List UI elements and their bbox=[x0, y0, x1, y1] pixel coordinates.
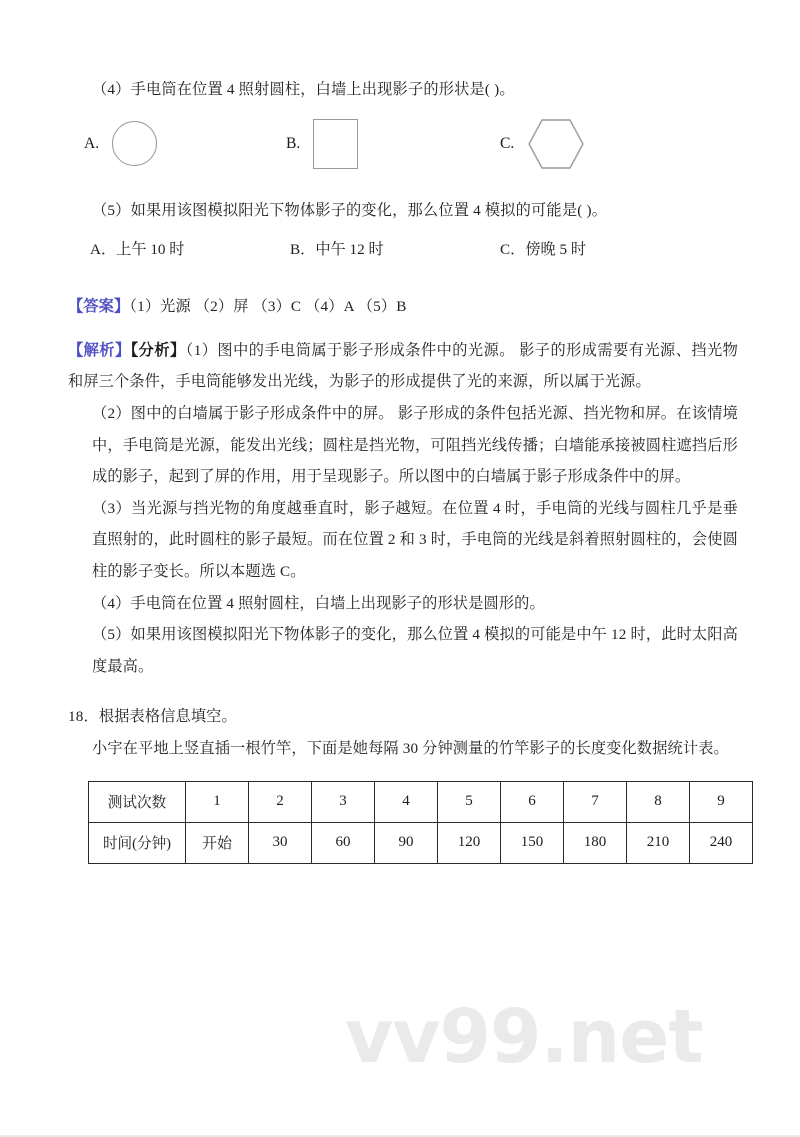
q5-choice-c[interactable]: C．傍晚 5 时 bbox=[500, 241, 587, 259]
question-4-choices bbox=[68, 108, 738, 180]
site-watermark: vv99.net bbox=[345, 994, 703, 1080]
table-row bbox=[89, 822, 753, 863]
answer-line bbox=[68, 291, 738, 323]
question-5-choices bbox=[68, 238, 738, 272]
question-4-prompt: （4）手电筒在位置 4 照射圆柱，白墙上出现影子的形状是( )。 bbox=[92, 81, 515, 98]
question-18-title: 18．根据表格信息填空。 bbox=[68, 708, 237, 726]
shadow-length-table bbox=[88, 781, 753, 864]
choice-a-label: A. bbox=[84, 134, 100, 152]
row-header-time-minutes: 时间(分钟) bbox=[89, 822, 186, 863]
cell-time-7: 180 bbox=[564, 822, 627, 863]
cell-time-9: 240 bbox=[690, 822, 753, 863]
cell-count-4: 4 bbox=[375, 781, 438, 822]
cell-time-6: 150 bbox=[501, 822, 564, 863]
cell-count-9: 9 bbox=[690, 781, 753, 822]
row-header-test-count: 测试次数 bbox=[89, 781, 186, 822]
question-5-prompt: （5）如果用该图模拟阳光下物体影子的变化，那么位置 4 模拟的可能是( )。 bbox=[92, 201, 608, 219]
analysis-paragraph-2: （2）图中的白墙属于影子形成条件中的屏。 影子形成的条件包括光源、挡光物和屏。在该情境中，手电筒是光源，能发出光线；圆柱是挡光物，可阻挡光线传播；白墙能承接被圆柱遮挡后形成的影子，起到了屏的作用，用于呈现影子。所以图中的白墙属于影子形成条件中的屏。 bbox=[92, 404, 738, 486]
analysis-text-1: （1）图中的手电筒属于影子形成条件中的光源。 影子的形成需要有光源、挡光物和屏三个条件，手电筒能够发出光线，为影子的形成提供了光的来源，所以属于光源。 bbox=[68, 341, 739, 391]
choice-b-square[interactable] bbox=[286, 108, 358, 180]
analysis-paragraph-5: （5）如果用该图模拟阳光下物体影子的变化，那么位置 4 模拟的可能是中午 12 时，此时太阳高度最高。 bbox=[92, 626, 738, 675]
q5-choice-a[interactable]: A．上午 10 时 bbox=[90, 241, 185, 259]
hexagon-shape-icon bbox=[527, 118, 585, 170]
cell-count-2: 2 bbox=[249, 781, 312, 822]
cell-count-7: 7 bbox=[564, 781, 627, 822]
circle-shape-icon bbox=[112, 121, 157, 166]
choice-a-circle[interactable] bbox=[84, 108, 157, 180]
answer-tag: 【答案】 bbox=[68, 298, 130, 316]
cell-count-1: 1 bbox=[186, 781, 249, 822]
cell-time-3: 60 bbox=[312, 822, 375, 863]
choice-c-label: C. bbox=[500, 134, 515, 152]
question-18-body: 小宇在平地上竖直插一根竹竿，下面是她每隔 30 分钟测量的竹竿影子的长度变化数据统计表。 bbox=[92, 740, 729, 758]
cell-count-8: 8 bbox=[627, 781, 690, 822]
choice-c-hexagon[interactable] bbox=[500, 108, 585, 180]
cell-count-5: 5 bbox=[438, 781, 501, 822]
q5-choice-b[interactable]: B．中午 12 时 bbox=[290, 241, 384, 259]
analysis-tag: 【解析】 bbox=[68, 341, 131, 359]
cell-time-4: 90 bbox=[375, 822, 438, 863]
cell-time-5: 120 bbox=[438, 822, 501, 863]
cell-count-6: 6 bbox=[501, 781, 564, 822]
table-row bbox=[89, 781, 753, 822]
breakdown-tag: 【分析】 bbox=[130, 341, 186, 359]
cell-time-1: 开始 bbox=[186, 822, 249, 863]
cell-count-3: 3 bbox=[312, 781, 375, 822]
analysis-paragraph-4: （4）手电筒在位置 4 照射圆柱，白墙上出现影子的形状是圆形的。 bbox=[92, 594, 545, 612]
analysis-paragraph-1 bbox=[68, 335, 738, 398]
cell-time-8: 210 bbox=[627, 822, 690, 863]
square-shape-icon bbox=[313, 119, 358, 169]
choice-b-label: B. bbox=[286, 134, 301, 152]
answer-text: （1）光源 （2）屏 （3）C （4）A （5）B bbox=[129, 298, 407, 316]
shadow-length-table-wrap bbox=[88, 781, 738, 864]
analysis-paragraph-3: （3）当光源与挡光物的角度越垂直时，影子越短。在位置 4 时，手电筒的光线与圆柱几乎是垂直照射的，此时圆柱的影子最短。而在位置 2 和 3 时，手电筒的光线是斜着照射圆柱的，会使圆柱的影子变长。所以本题选 C。 bbox=[92, 499, 738, 580]
cell-time-2: 30 bbox=[249, 822, 312, 863]
